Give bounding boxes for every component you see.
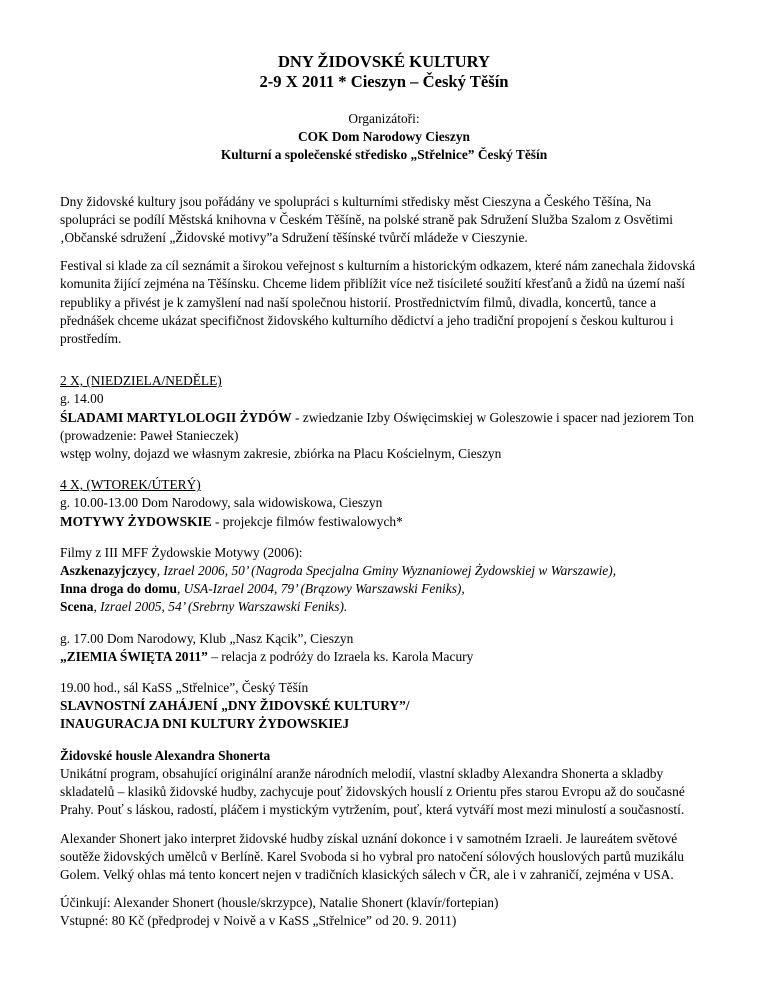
event-title: MOTYWY ŻYDOWSKIE: [60, 513, 212, 529]
day-heading-sunday: 2 X, (NIEDZIELA/NEDĚLE): [60, 373, 222, 389]
film-item: [60, 562, 708, 580]
event-martyrology: [60, 409, 708, 445]
film-list: [60, 544, 708, 617]
films-label: Filmy z III MFF Żydowskie Motywy (2006):: [60, 544, 303, 560]
document-title: [60, 52, 708, 92]
organizers-block: [60, 110, 708, 165]
opening-title-polish: INAUGURACJA DNI KULTURY ŻYDOWSKIEJ: [60, 716, 350, 732]
film-title: Aszkenazyjczycy: [60, 563, 157, 579]
concert-admission: Vstupné: 80 Kč (předprodej v Noivě a v KaSS „Střelnice” od 20. 9. 2011): [60, 913, 457, 929]
film-item: [60, 580, 708, 598]
concert-paragraph-1: Unikátní program, obsahující originální aranže národních melodií, vlastní skladby Alexandra Shonerta a skladby skladatelů – klasiků židovské hudby, zachycuje pouť židovských houslí z Orientu přes starou Evropu až do současné Prahy. Pouť s láskou, radostí, pláčem i mystickým vytržením, pouť, která vytváří most mezi minulostí a současností.: [60, 765, 685, 818]
title-line-2: 2-9 X 2011 * Cieszyn – Český Těšín: [259, 72, 509, 91]
film-item: [60, 598, 708, 616]
event-time-place: 19.00 hod., sál KaSS „Střelnice”, Český Těšín: [60, 680, 309, 696]
organizer-strelnice: Kulturní a společenské středisko „Střelnice” Český Těšín: [220, 147, 548, 163]
event-description: - projekcje filmów festiwalowych*: [211, 513, 403, 529]
intro-paragraph-2: Festival si klade za cíl seznámit a širokou veřejnost s kulturním a historickým odkazem, které nám zanechala židovská komunita žijící zejména na Těšínsku. Chceme lidem přiblížit více než tisícileté soužití křesťanů a židů na území naší republiky a přivést je k zamyšlení nad naší společnou historií. Prostřednictvím filmů, divadla, koncertů, tance a přednášek chceme ukázat specifičnost židovského kulturního dědictví a jeho tradiční propojení s českou kulturou i prostředím.: [60, 258, 696, 347]
title-line-1: DNY ŽIDOVSKÉ KULTURY: [277, 52, 491, 71]
event-holy-land: [60, 630, 708, 666]
event-description: - zwiedzanie Izby Oświęcimskiej w Goleszowie i spacer nad jeziorem Ton (prowadzenie: Paweł Stanieczek): [60, 409, 694, 443]
day-4-october-section: [60, 476, 708, 531]
concert-paragraph-2: Alexander Shonert jako interpret židovské hudby získal uznání dokonce i v samotném Izraeli. Je laureátem světové soutěže židovských umělců v Berlíně. Karel Svoboda si ho vybral pro natočení sólových houslových partů muzikálu Golem. Velký ohlas má tento koncert nejen v tradičních klasických sálech v ČR, ale i v zahraničí, zejména v USA.: [60, 830, 685, 882]
event-jewish-motifs: [60, 513, 708, 531]
organizer-cok: COK Dom Narodowy Cieszyn: [298, 129, 470, 145]
concert-performers: Účinkují: Alexander Shonert (housle/skrzypce), Natalie Shonert (klavír/fortepian): [60, 895, 499, 911]
organizers-label: Organizátoři:: [348, 111, 420, 126]
film-title: Scena: [60, 599, 94, 615]
event-description: – relacja z podróży do Izraela ks. Karola Macury: [207, 648, 474, 664]
event-time-place: g. 10.00-13.00 Dom Narodowy, sala widowiskowa, Cieszyn: [60, 495, 383, 511]
film-details: , USA-Izrael 2004, 79’ (Brązowy Warszawski Feniks),: [176, 581, 465, 597]
day-2-october-section: [60, 372, 708, 463]
event-time: g. 14.00: [60, 391, 104, 407]
event-opening: [60, 679, 708, 734]
day-heading-tuesday: 4 X, (WTOREK/ÚTERÝ): [60, 477, 201, 493]
concert-section: [60, 747, 708, 931]
opening-title-czech: SLAVNOSTNÍ ZAHÁJENÍ „DNY ŽIDOVSKÉ KULTURY”/: [60, 698, 410, 714]
event-title: ŚLADAMI MARTYLOLOGII ŻYDÓW: [60, 409, 292, 425]
concert-title: Židovské housle Alexandra Shonerta: [60, 747, 271, 763]
film-title: Inna droga do domu: [60, 581, 177, 597]
event-info: wstęp wolny, dojazd we własnym zakresie, zbiórka na Placu Kościelnym, Cieszyn: [60, 446, 502, 462]
event-line: [60, 648, 708, 666]
film-details: , Izrael 2006, 50’ (Nagroda Specjalna Gminy Wyznaniowej Żydowskiej w Warszawie),: [156, 563, 617, 579]
film-details: , Izrael 2005, 54’ (Srebrny Warszawski Feniks).: [93, 599, 348, 615]
event-time-place: g. 17.00 Dom Narodowy, Klub „Nasz Kącik”, Cieszyn: [60, 630, 354, 646]
intro-paragraph-1: Dny židovské kultury jsou pořádány ve spolupráci s kulturními středisky měst Cieszyna a Českého Těšína, Na spolupráci se podílí Městská knihovna v Českém Těšíně, na polské straně pak Sdružení Služba Szalom z Osvětimi ‚Občanské sdružení „Židovské motivy”a Sdružení těšínské tvůrčí mládeže v Cieszynie.: [60, 193, 674, 246]
event-title: „ZIEMIA ŚWIĘTA 2011”: [60, 648, 208, 664]
